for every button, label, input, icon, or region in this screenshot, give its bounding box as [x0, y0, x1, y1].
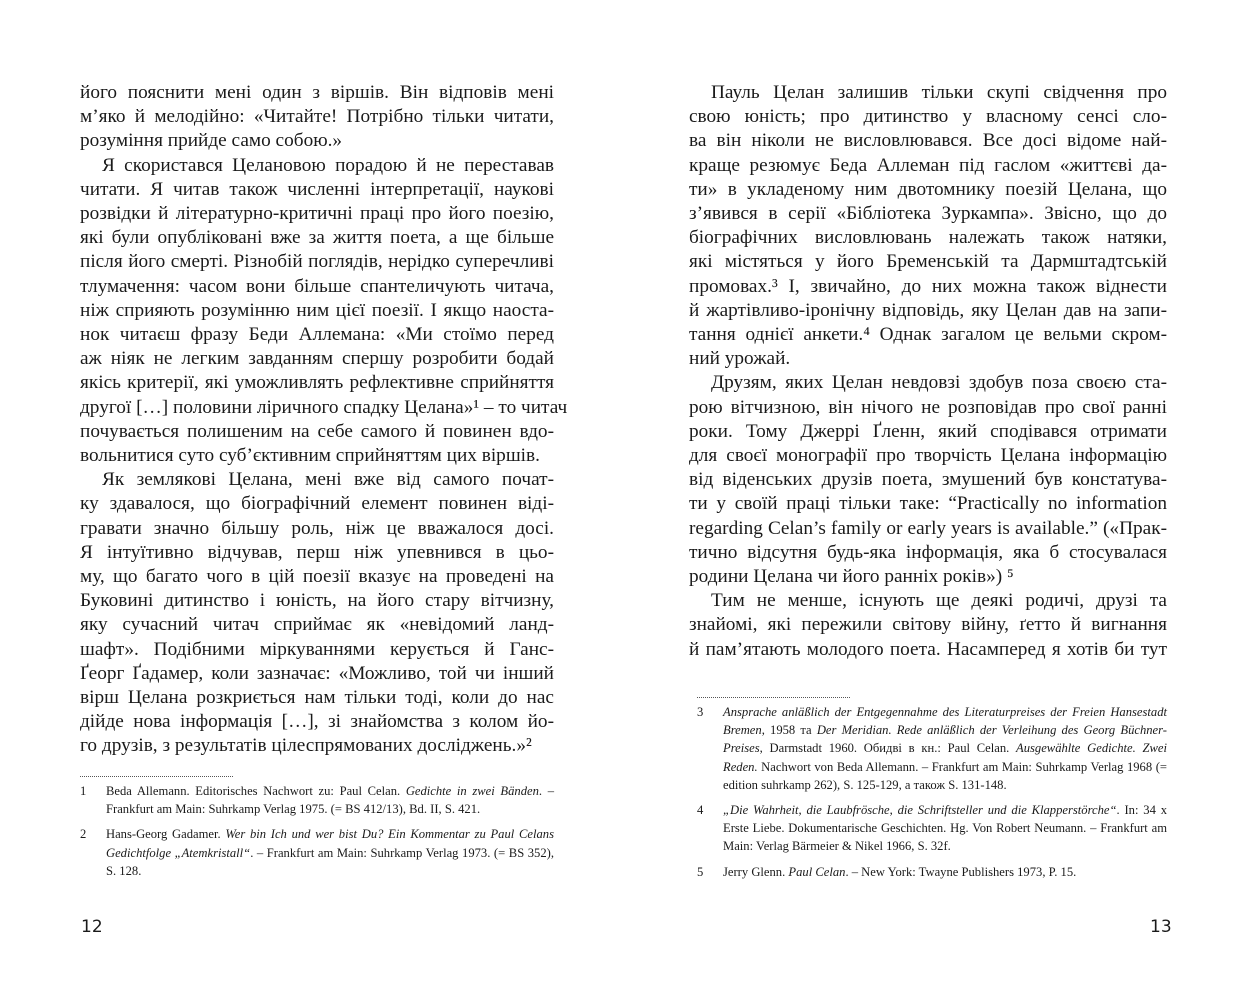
- footnote-number: 5: [697, 864, 704, 879]
- text-line: для своєї монографії про творчість Целана інформацію: [689, 445, 1167, 467]
- footnote-text: [723, 801, 1167, 856]
- text-line: тично відсутня будь-яка інформація, яка б стосувалася: [689, 541, 1167, 563]
- text-line: які були опубліковані вже за життя поета, а ще більше: [80, 227, 554, 249]
- footnotes: [697, 703, 1167, 888]
- footnote-number: 4: [697, 803, 704, 818]
- footnote-separator: [697, 697, 850, 698]
- footnote-title: Ausgewählte Gedichte. Zwei Reden.: [723, 741, 1167, 774]
- text-line: го друзів, з результатів цілеспрямованих досліджень.»²: [80, 735, 532, 757]
- footnote-title: Ansprache anläßlich der Entgegennahme des Literaturpreises der Freien Hansestadt Bremen: [723, 705, 1167, 738]
- footnote-segment: , Darmstadt 1960. Обидві в кн.: Paul Celan.: [759, 741, 1017, 756]
- text-line: читати. Я читав також численні інтерпретації, наукові: [80, 178, 554, 200]
- text-line: розвідки й літературно-критичні праці про його поезію,: [80, 203, 554, 225]
- footnote-title: Gedichte in zwei Bänden: [405, 784, 539, 798]
- text-line: почувається полишеним на себе самого й повинен вдо-: [80, 420, 554, 442]
- text-line: шафт». Подібними міркуваннями керується й Ганс-: [80, 638, 554, 660]
- body-text: [689, 81, 1167, 662]
- footnote: [697, 703, 1167, 794]
- footnote-segment: . In: 34 x Erste Liebe. Dokumentarische Geschichten. Hg. Von Robert Neumann. – Frankfurt am Main: Verlag Bärmeier & Nikel 1966, S. 32f.: [723, 803, 1167, 854]
- footnote-segment: . – New York: Twayne Publishers 1973, P. 15.: [845, 864, 1077, 879]
- text-line: нок читаєш фразу Беди Аллемана: «Ми стоїмо перед: [80, 324, 554, 346]
- text-line: гравати значно більшу роль, ніж це вважалося досі.: [80, 517, 554, 539]
- text-line: від віденських друзів поета, змушений був констатува-: [689, 469, 1167, 491]
- footnote-number: 2: [80, 827, 87, 842]
- text-line: Тим не менше, існують ще деякі родичі, друзі та: [711, 590, 1167, 612]
- right-page: [625, 0, 1250, 1000]
- text-line: дійде нова інформація […], зі знайомства з колом йо-: [80, 711, 554, 733]
- text-line: з’явився в серії «Бібліотека Зуркампа». Звісно, що до: [689, 203, 1167, 225]
- text-line: й жартівливо-іронічну відповідь, яку Целан дав на запи-: [689, 299, 1167, 321]
- text-line: му, що багато чого в цій поезії вказує на проведені на: [80, 566, 554, 588]
- footnote-text: [106, 825, 554, 880]
- text-line: regarding Celan’s family or early years is available.” («Прак-: [689, 517, 1167, 539]
- footnote: [697, 863, 1167, 881]
- text-line: знайомі, які пережили світову війну, ґетто й вигнання: [689, 614, 1167, 636]
- footnote-segment: . – Frankfurt am Main: Suhrkamp Verlag 1973. (= BS 352), S. 128.: [106, 845, 554, 878]
- text-line: Ґеорг Ґадамер, коли зазначає: «Можливо, той чи інший: [80, 662, 554, 684]
- footnote-text: [723, 703, 1167, 794]
- body-text: [80, 81, 568, 759]
- text-line: й пам’ятають молодого поета. Насамперед я хотів би тут: [689, 638, 1167, 660]
- footnote-segment: Nachwort von Beda Allemann. – Frankfurt am Main: Suhrkamp Verlag 1968 (= edition suhrkamp 262), S. 125-129, а також S. 131-148.: [723, 759, 1167, 792]
- footnote-text: [106, 782, 554, 818]
- footnote: [80, 782, 554, 818]
- text-line: ний урожай.: [689, 348, 791, 370]
- text-line: свою юність; про дитинство у власному сенсі сло-: [689, 106, 1167, 128]
- footnote-separator: [80, 776, 233, 777]
- text-line: ти у своїй праці тільки таке: “Practically no information: [689, 493, 1167, 515]
- text-line: які містяться у його Бременській та Дармштадтській: [689, 251, 1167, 273]
- text-line: краще резюмує Беда Аллеман під гаслом «життєві да-: [689, 154, 1167, 176]
- footnote-title: Wer bin Ich und wer bist Du? Ein Kommentar zu Paul Celans Gedichtfolge „Atemkristall“: [106, 827, 554, 860]
- text-line: м’яко й мелодійно: «Читайте! Потрібно тільки читати,: [80, 106, 554, 128]
- footnote-number: 3: [697, 705, 704, 719]
- footnote-title: Der Meridian. Rede anläßlich der Verleihung des Georg Büchner-Preises: [723, 723, 1167, 756]
- text-line: вольнитися суто суб’єктивним сприйняттям цих віршів.: [80, 445, 540, 467]
- text-line: його пояснити мені один з віршів. Він відповів мені: [80, 82, 554, 103]
- text-line: вірш Целана розкриється нам тільки тоді, коли до нас: [80, 687, 554, 709]
- text-line: рою вітчизною, він нічого не розповідав про свої ранні: [689, 396, 1167, 418]
- footnote-segment: . – Frankfurt am Main: Suhrkamp Verlag 1975. (= BS 412/13), Bd. II, S. 421.: [106, 784, 555, 817]
- text-line: ти» в укладеному ним двотомнику поезій Целана, що: [689, 178, 1167, 200]
- text-line: після його смерті. Різнобій поглядів, нерідко суперечливі: [80, 251, 554, 273]
- text-line: якісь критерії, які уможливлять рефлективне сприйняття: [80, 372, 554, 394]
- footnote: [80, 825, 554, 880]
- text-line: біографічних висловлювань належать також натяки,: [689, 227, 1167, 249]
- footnote-segment: Jerry Glenn.: [723, 864, 789, 879]
- text-line: тання однієї анкети.⁴ Однак загалом це вельми скром-: [689, 324, 1167, 346]
- text-line: аж ніяк не легким завданням спершу розробити бодай: [80, 348, 554, 370]
- footnote-segment: , 1958 та: [761, 723, 817, 738]
- page-number: 13: [1150, 917, 1172, 937]
- footnote: [697, 801, 1167, 856]
- footnote-title: „Die Wahrheit, die Laubfrösche, die Schriftsteller und die Klapperstörche“: [723, 803, 1117, 818]
- page-number: 12: [81, 917, 103, 937]
- text-line: ва він ніколи не висловлювався. Все досі відоме най-: [689, 130, 1167, 152]
- text-line: роки. Тому Джеррі Ґленн, який сподівався отримати: [689, 420, 1167, 442]
- text-line: яку сучасний читач сприймає як «невідомий ланд-: [80, 614, 554, 636]
- footnote-text: [723, 863, 1167, 881]
- footnotes: [80, 782, 554, 887]
- text-line: родини Целана чи його ранніх років») ⁵: [689, 566, 1014, 588]
- text-line: Я інтуїтивно відчував, перш ніж упевнився в цьо-: [80, 541, 554, 563]
- text-line: Буковині дитинство і юність, на його стару вітчизну,: [80, 590, 554, 612]
- text-line: ку здавалося, що біографічний елемент повинен віді-: [80, 493, 554, 515]
- footnote-title: Paul Celan: [788, 864, 846, 879]
- text-line: Друзям, яких Целан невдовзі здобув поза своєю ста-: [711, 372, 1167, 394]
- text-line: розуміння прийде само собою.»: [80, 130, 343, 152]
- footnote-segment: Beda Allemann. Editorisches Nachwort zu: Paul Celan.: [106, 784, 406, 798]
- text-line: другої […] половини ліричного спадку Целана»¹ – то читач: [80, 396, 568, 418]
- text-line: Як землякові Целана, мені вже від самого почат-: [102, 469, 554, 491]
- footnote-segment: Hans-Georg Gadamer.: [106, 827, 226, 842]
- footnote-number: 1: [80, 784, 87, 798]
- text-line: промовах.³ І, звичайно, до них можна також віднести: [689, 275, 1167, 297]
- text-line: Я скористався Целановою порадою й не переставав: [102, 154, 554, 176]
- text-line: ніж сприяють розумінню ним цієї поезії. І якщо наоста-: [80, 299, 554, 321]
- text-line: Пауль Целан залишив тільки скупі свідчення про: [711, 82, 1167, 103]
- text-line: тлумачення: часом вони більше спантеличують читача,: [80, 275, 554, 297]
